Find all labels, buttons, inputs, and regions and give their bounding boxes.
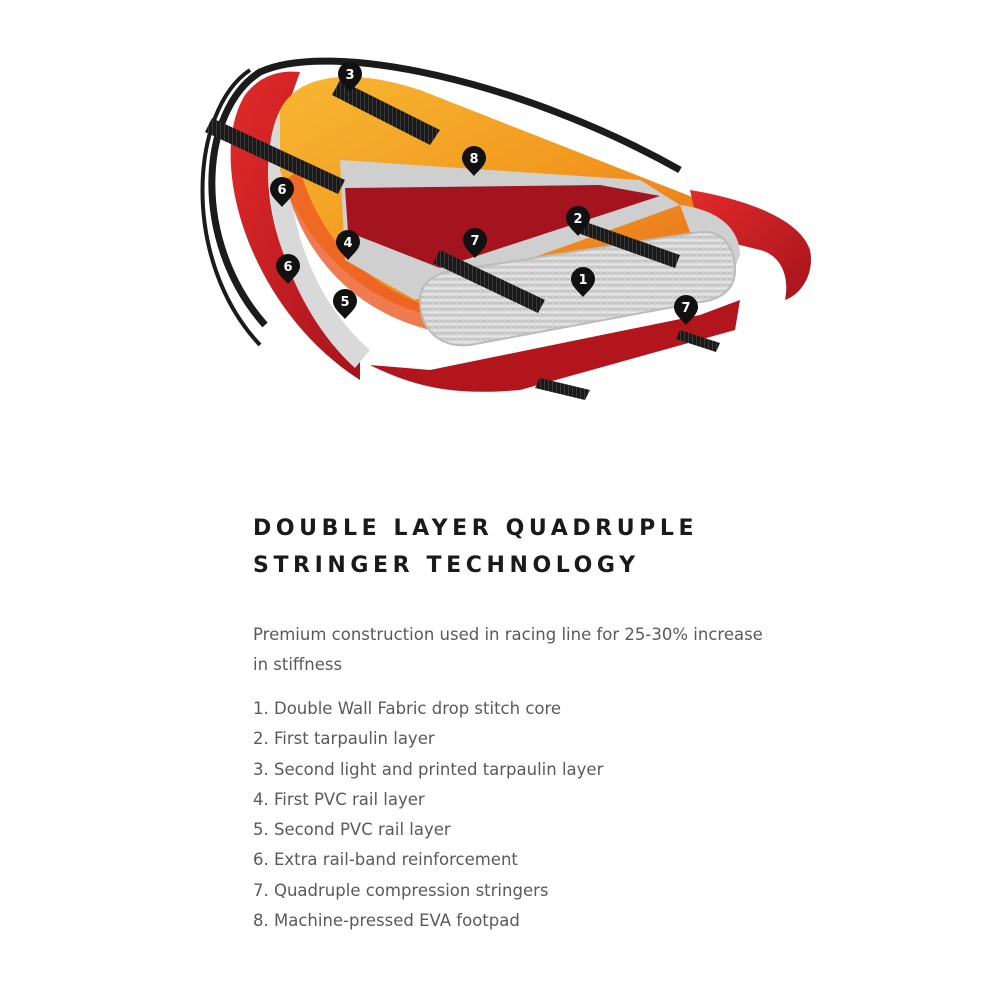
board-construction-illustration xyxy=(0,0,1000,420)
construction-info xyxy=(253,510,773,936)
svg-text:1: 1 xyxy=(578,273,588,288)
list-item: 8. Machine-pressed EVA footpad xyxy=(253,911,520,931)
list-item: 7. Quadruple compression stringers xyxy=(253,880,549,900)
list-item: 4. First PVC rail layer xyxy=(253,789,425,809)
svg-text:6: 6 xyxy=(283,260,293,275)
svg-text:6: 6 xyxy=(277,183,287,198)
title-line-1: DOUBLE LAYER QUADRUPLE xyxy=(253,516,699,541)
list-item: 3. Second light and printed tarpaulin layer xyxy=(253,759,604,779)
list-item: 6. Extra rail-band reinforcement xyxy=(253,850,518,870)
list-item: 5. Second PVC rail layer xyxy=(253,820,451,840)
svg-text:2: 2 xyxy=(573,212,583,227)
svg-text:7: 7 xyxy=(470,234,480,249)
list-item: 1. Double Wall Fabric drop stitch core xyxy=(253,699,562,718)
svg-text:7: 7 xyxy=(681,301,691,316)
section-title xyxy=(253,510,773,584)
svg-text:8: 8 xyxy=(469,152,479,167)
svg-text:5: 5 xyxy=(340,295,350,310)
list-item: 2. First tarpaulin layer xyxy=(253,729,435,749)
svg-text:4: 4 xyxy=(343,236,353,251)
layer-list xyxy=(253,694,773,936)
svg-text:3: 3 xyxy=(345,68,355,83)
title-line-2: STRINGER TECHNOLOGY xyxy=(253,553,640,578)
description: Premium construction used in racing line for 25-30% increase in stiffness xyxy=(253,625,763,674)
